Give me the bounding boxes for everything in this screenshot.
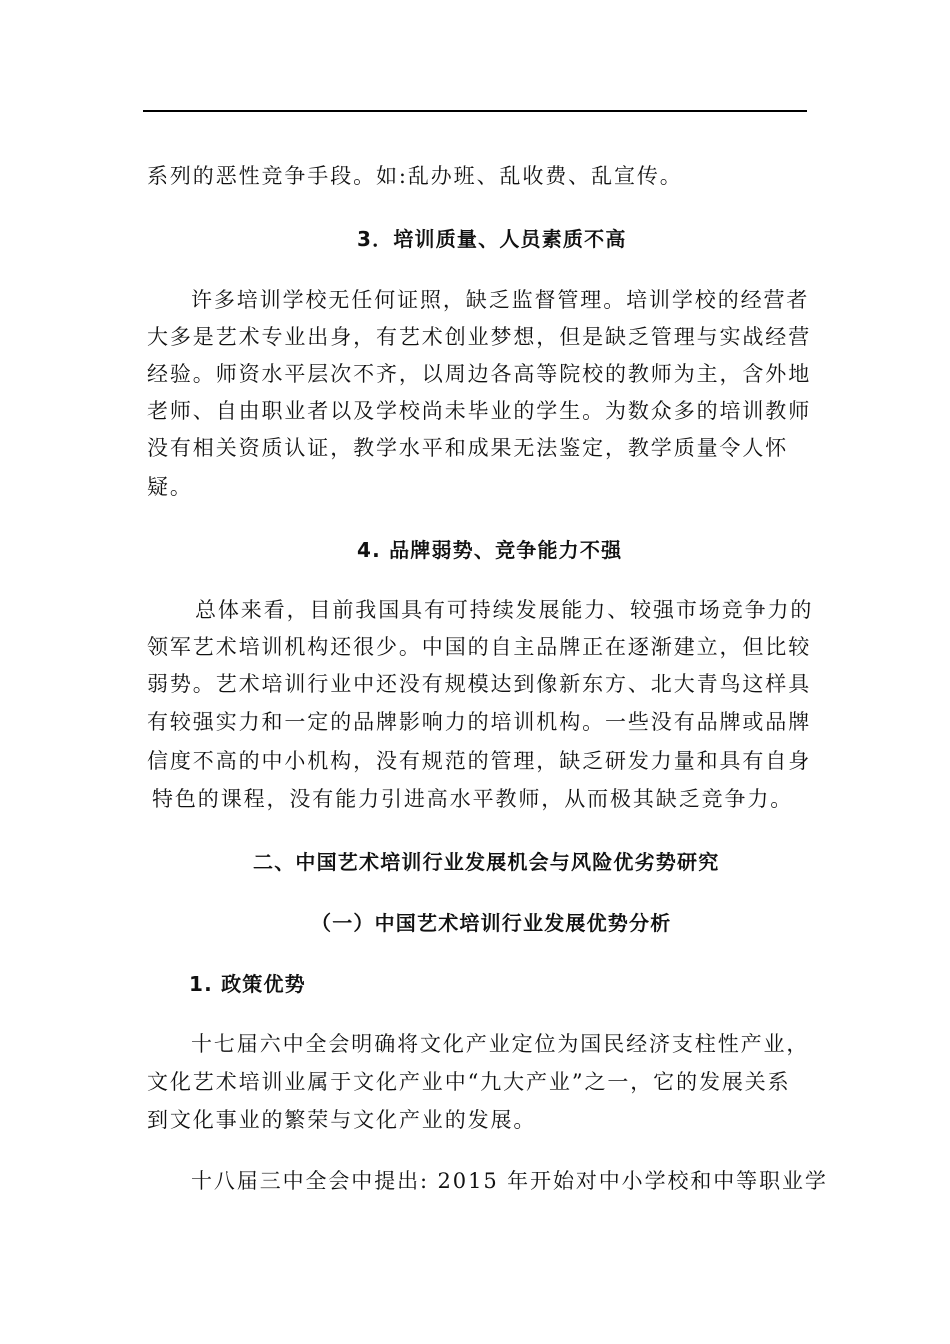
- paragraph-line: 弱势。艺术培训行业中还没有规模达到像新东方、北大青鸟这样具: [147, 672, 812, 696]
- paragraph-line: 系列的恶性竞争手段。如:乱办班、乱收费、乱宣传。: [147, 164, 683, 188]
- paragraph-line: 十七届六中全会明确将文化产业定位为国民经济支柱性产业，: [191, 1032, 810, 1056]
- paragraph-line: 领军艺术培训机构还很少。中国的自主品牌正在逐渐建立，但比较: [147, 635, 812, 659]
- paragraph-line: 许多培训学校无任何证照，缺乏监督管理。培训学校的经营者: [191, 288, 810, 312]
- paragraph-line: 有较强实力和一定的品牌影响力的培训机构。一些没有品牌或品牌: [147, 710, 812, 734]
- section-3-heading: 3．培训质量、人员素质不高: [357, 227, 627, 251]
- section-4-heading: 4. 品牌弱势、竞争能力不强: [357, 538, 623, 562]
- paragraph-line: 信度不高的中小机构，没有规范的管理，缺乏研发力量和具有自身: [147, 749, 812, 773]
- paragraph-line: 十八届三中全会中提出: 2015 年开始对中小学校和中等职业学: [191, 1169, 828, 1193]
- header-rule: [143, 110, 807, 112]
- paragraph-line: 到文化事业的繁荣与文化产业的发展。: [147, 1108, 537, 1132]
- paragraph-line: 疑。: [147, 475, 193, 499]
- subsection-1-heading: （一）中国艺术培训行业发展优势分析: [311, 911, 672, 935]
- paragraph-line: 经验。师资水平层次不齐，以周边各高等院校的教师为主，含外地: [147, 362, 812, 386]
- paragraph-line: 特色的课程，没有能力引进高水平教师，从而极其缺乏竞争力。: [152, 787, 794, 811]
- paragraph-line: 没有相关资质认证，教学水平和成果无法鉴定，教学质量令人怀: [147, 436, 789, 460]
- chapter-2-heading: 二、中国艺术培训行业发展机会与风险优劣势研究: [253, 850, 720, 874]
- paragraph-line: 大多是艺术专业出身，有艺术创业梦想，但是缺乏管理与实战经营: [147, 325, 812, 349]
- paragraph-line: 总体来看，目前我国具有可持续发展能力、较强市场竞争力的: [195, 598, 814, 622]
- policy-advantage-heading: 1. 政策优势: [189, 972, 306, 996]
- paragraph-line: 老师、自由职业者以及学校尚未毕业的学生。为数众多的培训教师: [147, 399, 812, 423]
- paragraph-line: 文化艺术培训业属于文化产业中“九大产业”之一，它的发展关系: [147, 1070, 791, 1094]
